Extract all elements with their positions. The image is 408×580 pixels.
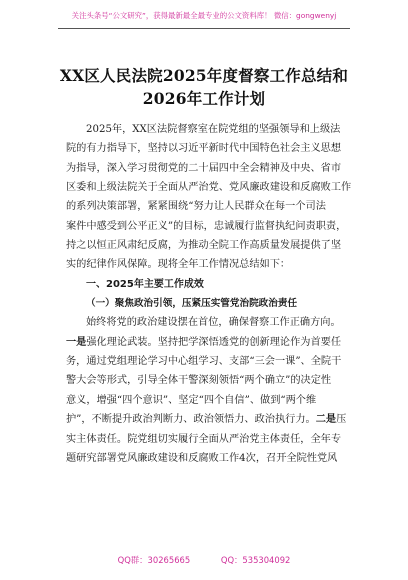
document-title xyxy=(40,64,368,110)
intro-line: 实的纪律作风保障。现将全年工作情况总结如下： xyxy=(66,259,291,271)
paragraph-line: 务，通过党组理论学习中心组学习、支部“三会一课”、全院干 xyxy=(66,356,342,368)
enumeration-marker: 一是 xyxy=(66,335,87,348)
subsection-heading: （一）聚焦政治引领，压紧压实管党治院政治责任 xyxy=(86,298,298,310)
intro-line: 案件中感受到公平正义”的目标，忠诚履行监督执纪问责职责， xyxy=(66,220,347,232)
header-divider xyxy=(58,28,350,29)
footer-contact xyxy=(0,554,408,566)
header-banner: 关注头条号“公文研究”，获得最新最全最专业的公文资料库！ 微信：gongwenyj xyxy=(71,11,337,20)
intro-line: 区委和上级法院关于全面从严治党、党风廉政建设和反腐败工作 xyxy=(66,182,351,194)
intro-line: 持之以恒正风肃纪反腐，为推动全院工作高质量发展提供了坚 xyxy=(66,240,342,252)
paragraph-line: 题研究部署党风廉政建设和反腐败工作4次，召开全院性党风 xyxy=(66,452,338,464)
paragraph-line: 警大会等形式，引导全体干警深刻领悟“两个确立”的决定性 xyxy=(66,375,332,387)
footer-qq: QQ：535304092 xyxy=(220,555,291,565)
section-heading: 一、2025年主要工作成效 xyxy=(86,278,204,290)
paragraph-line: 意义，增强“四个意识”、坚定“四个自信”、做到“两个维 xyxy=(66,394,317,406)
document-body xyxy=(66,120,351,468)
title-line-1: XX区人民法院2025年度督察工作总结和 xyxy=(59,66,349,85)
paragraph-line: 实主体责任。院党组切实履行全面从严治党主体责任，全年专 xyxy=(66,433,342,445)
paragraph-line: 始终将党的政治建设摆在首位，确保督察工作正确方向。 xyxy=(86,317,341,329)
footer-qq-group: QQ群：30265665 xyxy=(117,555,191,565)
intro-line: 2025年，XX区法院督察室在院党组的坚强领导和上级法 xyxy=(86,124,341,135)
paragraph-line: 护”，不断提升政治判断力、政治领悟力、政治执行力。二是压 xyxy=(66,413,347,426)
title-line-2: 2026年工作计划 xyxy=(142,89,266,108)
intro-line: 的系列决策部署，紧紧围绕“努力让人民群众在每一个司法 xyxy=(66,201,326,213)
enumeration-marker: 二是 xyxy=(315,413,337,426)
paragraph-line: 一是强化理论武装。坚持把学深悟透党的创新理论作为首要任 xyxy=(66,335,342,348)
intro-line: 院的有力指导下，坚持以习近平新时代中国特色社会主义思想 xyxy=(66,143,342,155)
intro-line: 为指导，深入学习贯彻党的二十届四中全会精神及中央、省市 xyxy=(66,162,342,174)
